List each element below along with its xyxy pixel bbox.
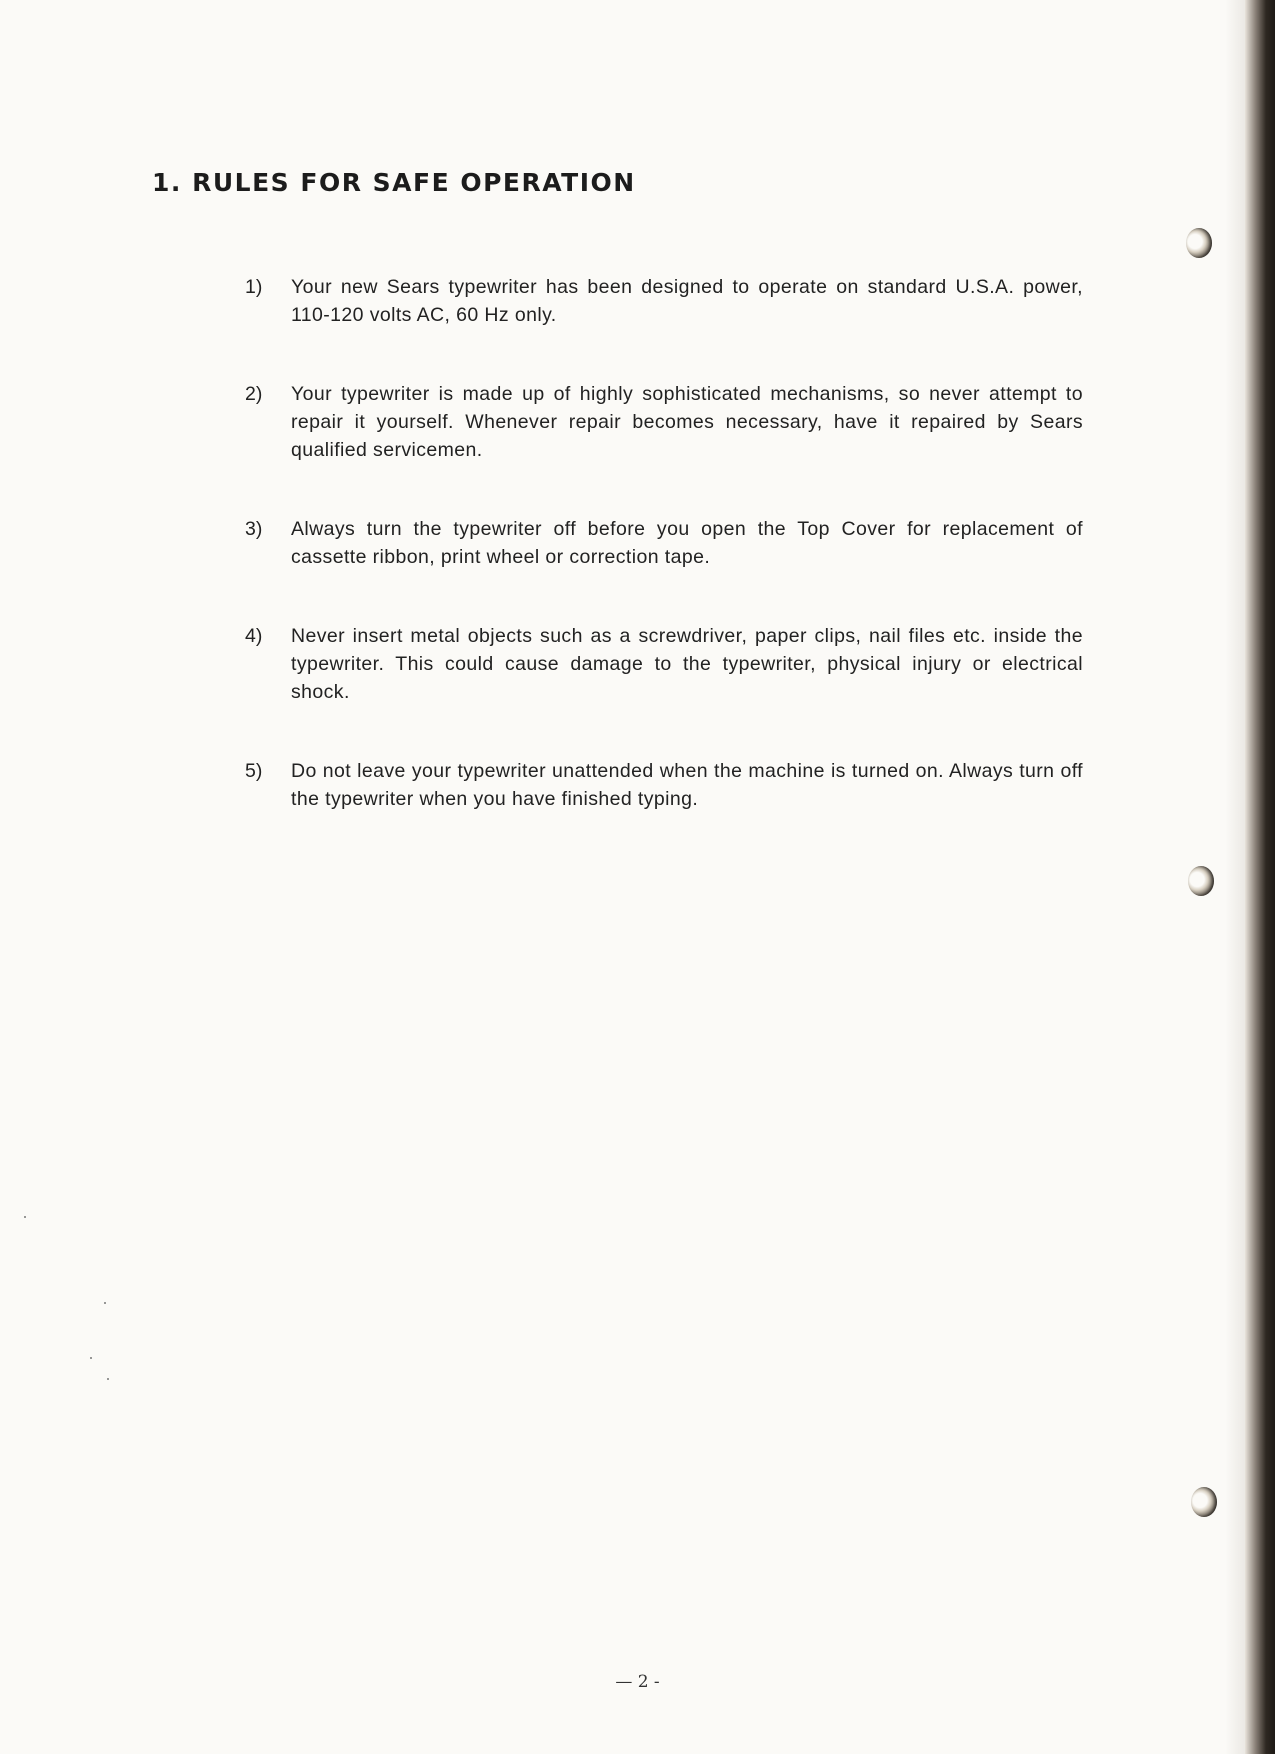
- rule-item: [245, 380, 1083, 464]
- paper-speck: [107, 1378, 109, 1380]
- punch-hole-top: [1186, 228, 1212, 258]
- paper-speck: [24, 1216, 26, 1218]
- rule-text: Always turn the typewriter off before you open the Top Cover for replacement of cassette ribbon, print wheel or correction tape.: [291, 518, 1083, 568]
- rule-text: Do not leave your typewriter unattended when the machine is turned on. Always turn off the typewriter when you have finished typing.: [291, 760, 1083, 810]
- punch-hole-bottom: [1191, 1487, 1217, 1517]
- page-number: — 2 -: [615, 1672, 660, 1692]
- rule-text: Your typewriter is made up of highly sophisticated mechanisms, so never attempt to repair it yourself. Whenever repair becomes necessary, have it repaired by Sears qualified servicemen.: [291, 383, 1083, 461]
- rule-item: [245, 515, 1083, 571]
- section-heading: 1. RULES FOR SAFE OPERATION: [152, 168, 636, 197]
- punch-hole-middle: [1188, 866, 1214, 896]
- rule-item: [245, 757, 1083, 813]
- rule-number: 3): [245, 518, 263, 540]
- binding-edge: [1245, 0, 1275, 1754]
- rule-text: Never insert metal objects such as a screwdriver, paper clips, nail files etc. inside the typewriter. This could cause damage to the typewriter, physical injury or electrical shock.: [291, 625, 1083, 703]
- rule-number: 2): [245, 383, 263, 405]
- rule-number: 5): [245, 760, 263, 782]
- paper-speck: [90, 1357, 92, 1359]
- rule-number: 4): [245, 625, 263, 647]
- rule-item: [245, 622, 1083, 706]
- paper-speck: [104, 1302, 106, 1304]
- rule-number: 1): [245, 276, 263, 298]
- rule-item: [245, 273, 1083, 329]
- safety-rules-list: [245, 273, 1083, 813]
- binding-shadow: [1225, 0, 1245, 1754]
- rule-text: Your new Sears typewriter has been designed to operate on standard U.S.A. power, 110-120 volts AC, 60 Hz only.: [291, 276, 1083, 326]
